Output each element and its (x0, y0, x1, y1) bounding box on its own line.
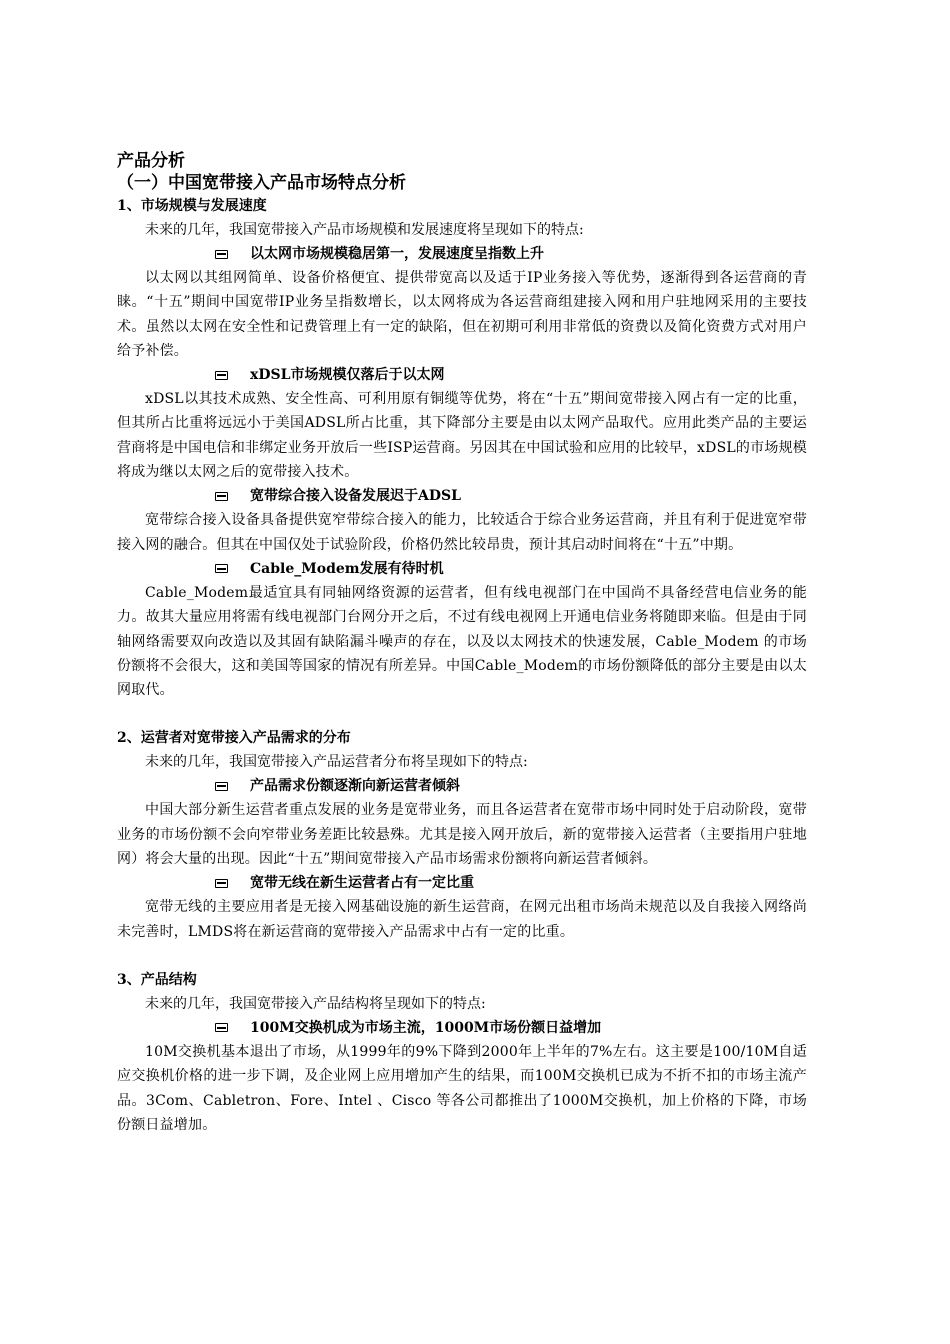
paragraph: 以太网以其组网简单、设备价格便宜、提供带宽高以及适于IP业务接入等优势，逐渐得到各运营商的青睐。“十五”期间中国宽带IP业务呈指数增长，以太网将成为各运营商组建接入网和用户驻地网采用的主要技术。虽然以太网在安全性和记费管理上有一定的缺陷，但在初期可利用非常低的资费以及简化资费方式对用户给予补偿。 (117, 270, 807, 359)
bullet-item (215, 774, 807, 798)
section-heading: 1、市场规模与发展速度 (117, 198, 267, 214)
bullet-icon (215, 564, 228, 573)
bullet-label: Cable_Modem发展有待时机 (250, 560, 444, 577)
bullet-label: 产品需求份额逐渐向新运营者倾斜 (250, 778, 460, 795)
bullet-item (215, 363, 807, 387)
section-intro: 未来的几年，我国宽带接入产品结构将呈现如下的特点: (145, 995, 486, 1012)
bullet-label: 100M交换机成为市场主流，1000M市场份额日益增加 (250, 1019, 602, 1036)
paragraph: 中国大部分新生运营者重点发展的业务是宽带业务，而且各运营者在宽带市场中同时处于启动阶段，宽带业务的市场份额不会向窄带业务差距比较悬殊。尤其是接入网开放后，新的宽带接入运营者（主要指用户驻地网）将会大量的出现。因此“十五”期间宽带接入产品市场需求份额将向新运营者倾斜。 (117, 802, 807, 868)
bullet-icon (215, 782, 228, 791)
bullet-label: 以太网市场规模稳居第一，发展速度呈指数上升 (250, 246, 544, 262)
paragraph: 10M交换机基本退出了市场，从1999年的9%下降到2000年上半年的7%左右。这主要是100/10M自适应交换机价格的进一步下调，及企业网上应用增加产生的结果，而100M交换机已成为不折不扣的市场主流产品。3Com、Cabletron、Fore、Intel 、Cisco 等各公司都推出了1000M交换机，加上价格的下降，市场份额日益增加。 (117, 1043, 807, 1133)
bullet-icon (215, 879, 228, 888)
bullet-icon (215, 250, 228, 259)
bullet-label: 宽带综合接入设备发展迟于ADSL (250, 488, 461, 505)
bullet-item (215, 1016, 807, 1040)
paragraph: 宽带综合接入设备具备提供宽窄带综合接入的能力，比较适合于综合业务运营商，并且有利于促进宽窄带接入网的融合。但其在中国仅处于试验阶段，价格仍然比较昂贵，预计其启动时间将在“十五”中期。 (117, 512, 807, 553)
document-page (117, 150, 807, 1137)
bullet-label: 宽带无线在新生运营者占有一定比重 (250, 875, 474, 892)
bullet-icon (215, 371, 228, 380)
spacer (117, 702, 807, 726)
section-heading: 3、产品结构 (117, 971, 197, 988)
section-intro: 未来的几年，我国宽带接入产品运营者分布将呈现如下的特点: (145, 754, 528, 771)
paragraph: xDSL以其技术成熟、安全性高、可利用原有铜缆等优势，将在“十五”期间宽带接入网占有一定的比重，但其所占比重将远远小于美国ADSL所占比重，其下降部分主要是由以太网产品取代。应用此类产品的主要运营商将是中国电信和非绑定业务开放后一些ISP运营商。另因其在中国试验和应用的比较早，xDSL的市场规模将成为继以太网之后的宽带接入技术。 (117, 391, 807, 481)
bullet-icon (215, 1023, 228, 1032)
page-subtitle: （一）中国宽带接入产品市场特点分析 (117, 173, 406, 193)
bullet-item (215, 557, 807, 581)
bullet-item (215, 242, 807, 266)
section-heading: 2、运营者对宽带接入产品需求的分布 (117, 730, 351, 747)
page-title: 产品分析 (117, 151, 185, 171)
bullet-icon (215, 492, 228, 501)
paragraph: 宽带无线的主要应用者是无接入网基础设施的新生运营商，在网元出租市场尚未规范以及自我接入网络尚未完善时，LMDS将在新运营商的宽带接入产品需求中占有一定的比重。 (117, 899, 807, 940)
bullet-label: xDSL市场规模仅落后于以太网 (250, 367, 445, 384)
section-intro: 未来的几年，我国宽带接入产品市场规模和发展速度将呈现如下的特点: (145, 222, 584, 238)
paragraph: Cable_Modem最适宜具有同轴网络资源的运营者，但有线电视部门在中国尚不具备经营电信业务的能力。故其大量应用将需有线电视部门台网分开之后，不过有线电视网上开通电信业务将随即来临。但是由于同轴网络需要双向改造以及其固有缺陷漏斗噪声的存在，以及以太网技术的快速发展，Cable_Modem 的市场份额将不会很大，这和美国等国家的情况有所差异。中国Cable_Modem的市场份额降低的部分主要是由以太网取代。 (117, 584, 807, 699)
spacer (117, 944, 807, 968)
bullet-item (215, 484, 807, 508)
bullet-item (215, 871, 807, 895)
